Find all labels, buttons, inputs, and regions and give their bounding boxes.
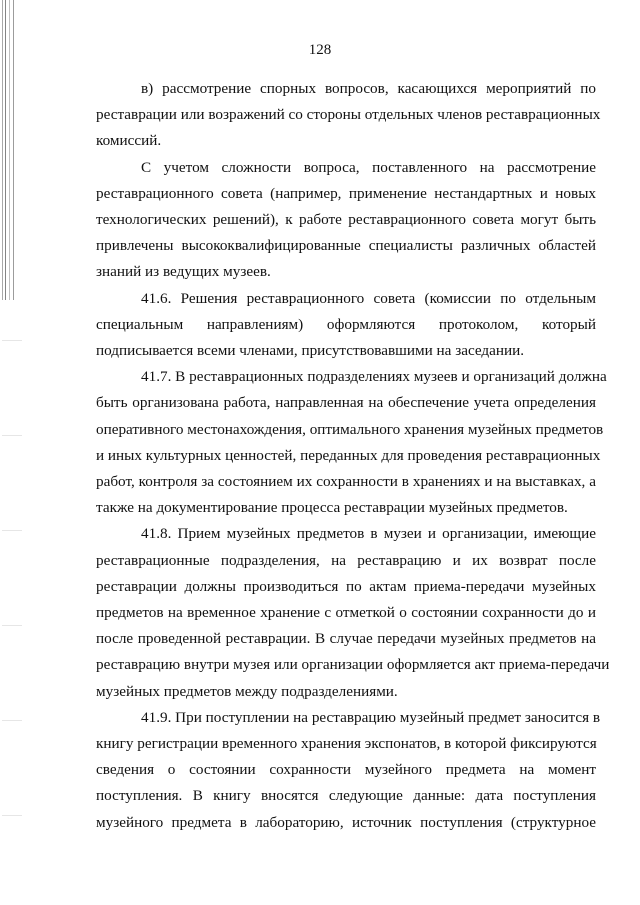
text-line: подписывается всеми членами, присутствовавшими на заседании. bbox=[96, 342, 525, 360]
document-body bbox=[96, 76, 610, 836]
paragraph bbox=[96, 705, 601, 836]
text-line: комиссий. bbox=[96, 132, 162, 150]
text-line: С учетом сложности вопроса, поставленного на рассмотрение bbox=[141, 158, 596, 176]
text-line: книгу регистрации временного хранения экспонатов, в которой фиксируются bbox=[96, 735, 597, 753]
text-line: также на документирование процесса реставрации музейных предметов. bbox=[96, 499, 568, 517]
text-line: сведения о состоянии сохранности музейного предмета на момент bbox=[96, 761, 596, 779]
text-line: и иных культурных ценностей, переданных для проведения реставрационных bbox=[96, 446, 601, 464]
paragraph bbox=[96, 521, 610, 704]
paragraph bbox=[96, 286, 596, 365]
text-line: 41.8. Прием музейных предметов в музеи и организации, имеющие bbox=[141, 525, 596, 543]
text-line: привлечены высококвалифицированные специалисты различных областей bbox=[96, 237, 596, 255]
text-line: реставрацию внутри музея или организации оформляется акт приема-передачи bbox=[96, 656, 610, 674]
text-line: предметов на временное хранение с отметкой о состоянии сохранности до и bbox=[96, 604, 596, 622]
text-line: музейного предмета в лабораторию, источник поступления (структурное bbox=[96, 813, 596, 831]
paragraph bbox=[96, 76, 601, 155]
text-line: поступления. В книгу вносятся следующие данные: дата поступления bbox=[96, 787, 596, 805]
text-line: в) рассмотрение спорных вопросов, касающихся мероприятий по bbox=[141, 80, 596, 97]
text-line: реставрации должны производиться по актам приема-передачи музейных bbox=[96, 577, 596, 595]
text-line: 41.9. При поступлении на реставрацию музейный предмет заносится в bbox=[141, 708, 601, 726]
text-line: технологических решений), к работе реставрационного совета могут быть bbox=[96, 211, 596, 229]
paragraph bbox=[96, 364, 607, 521]
text-line: оперативного местонахождения, оптимального хранения музейных предметов bbox=[96, 420, 604, 438]
text-line: 41.7. В реставрационных подразделениях музеев и организаций должна bbox=[141, 368, 607, 386]
text-line: знаний из ведущих музеев. bbox=[96, 263, 271, 281]
text-line: реставрационного совета (например, применение нестандартных и новых bbox=[96, 184, 596, 202]
text-line: реставрации или возражений со стороны отдельных членов реставрационных bbox=[96, 106, 601, 124]
text-line: музейных предметов между подразделениями. bbox=[96, 682, 398, 700]
paragraph bbox=[96, 155, 596, 286]
text-line: после проведенной реставрации. В случае передачи музейных предметов на bbox=[96, 630, 596, 648]
scan-margin-artifact bbox=[2, 300, 22, 900]
text-line: быть организована работа, направленная на обеспечение учета определения bbox=[96, 394, 596, 412]
page-number: 128 bbox=[308, 42, 332, 58]
text-line: работ, контроля за состоянием их сохранности в хранениях и на выставках, а bbox=[96, 473, 596, 491]
text-line: реставрационные подразделения, на реставрацию и их возврат после bbox=[96, 551, 596, 569]
text-line: 41.6. Решения реставрационного совета (комиссии по отдельным bbox=[141, 289, 596, 307]
text-line: специальным направлениям) оформляются протоколом, который bbox=[96, 315, 596, 333]
